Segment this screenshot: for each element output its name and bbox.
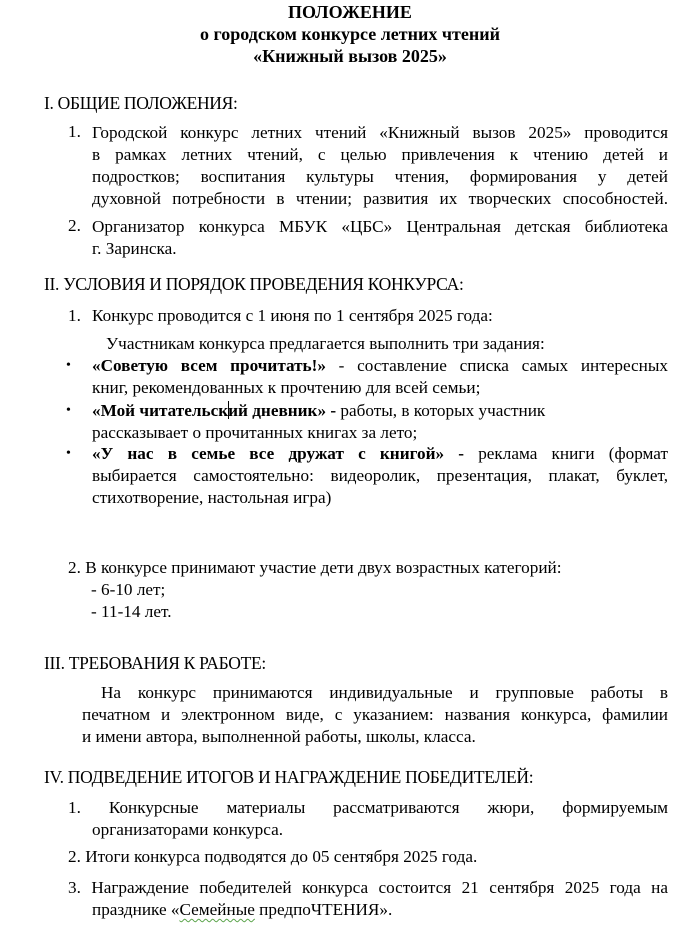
task-2-name-part: ий дневник» - — [228, 401, 337, 420]
task-1-desc: - составление списка самых интересных — [325, 356, 668, 375]
tasks-intro: Участникам конкурса предлагается выполнить три задания: — [106, 334, 545, 353]
section-4-item-2: 2. Итоги конкурса подводятся до 05 сентября 2025 года. — [68, 847, 478, 866]
task-3 — [92, 443, 668, 509]
text-line: подростков; воспитания культуры чтения, формирования у детей — [92, 167, 668, 186]
section-1-item-1 — [92, 122, 668, 210]
text-part: предпоЧТЕНИЯ». — [254, 900, 393, 919]
task-3-desc: реклама книги (формат — [464, 444, 668, 463]
task-1-name: «Советую всем прочитать!» — [92, 356, 326, 375]
text-line: г. Заринска. — [92, 239, 177, 258]
section-1-item-1-number: 1. — [68, 122, 81, 141]
text-line: и имени автора, выполненной работы, школы, класса. — [82, 727, 476, 746]
text-line: стихотворение, настольная игра) — [92, 488, 332, 507]
contest-name: «Книжный вызов 2025» — [253, 46, 447, 66]
task-2-desc: работы, в которых участник — [336, 401, 546, 420]
text-line: Организатор конкурса МБУК «ЦБС» Центральная детская библиотека — [92, 217, 668, 236]
section-4-item-3 — [68, 877, 668, 921]
text-line: печатном и электронном виде, с указанием: названия конкурса, фамилии — [82, 705, 668, 724]
text-line: духовной потребности в чтении; развития их творческих способностей. — [92, 189, 668, 208]
text-line — [68, 899, 668, 921]
task-2 — [92, 400, 668, 444]
section-2-item-2: 2. В конкурсе принимают участие дети двух возрастных категорий: — [68, 558, 562, 577]
bullet-icon: • — [66, 403, 71, 418]
section-3-heading: III. ТРЕБОВАНИЯ К РАБОТЕ: — [44, 653, 266, 673]
section-4-heading: IV. ПОДВЕДЕНИЕ ИТОГОВ И НАГРАЖДЕНИЕ ПОБЕДИТЕЛЕЙ: — [44, 767, 534, 787]
bullet-icon: • — [66, 446, 71, 461]
bullet-icon: • — [66, 358, 71, 373]
text-line: рассказывает о прочитанных книгах за лето; — [92, 423, 418, 442]
text-line: книг, рекомендованных к прочтению для всей семьи; — [92, 378, 481, 397]
section-1-item-2 — [92, 216, 668, 260]
task-1 — [92, 355, 668, 399]
text-line: Городской конкурс летних чтений «Книжный вызов 2025» проводится — [92, 123, 668, 142]
document-subtitle: о городском конкурсе летних чтений — [200, 24, 500, 44]
age-category: - 6-10 лет; — [91, 580, 166, 599]
age-category: - 11-14 лет. — [91, 602, 172, 621]
task-2-name — [92, 401, 336, 420]
text-line: 1. Конкурсные материалы рассматриваются жюри, формируемым — [68, 798, 668, 817]
text-line: в рамках летних чтений, с целью привлечения к чтению детей и — [92, 145, 668, 164]
text-line: 3. Награждение победителей конкурса состоится 21 сентября 2025 года на — [68, 878, 668, 897]
spellcheck-underline: Семейные — [179, 900, 255, 919]
section-3-text — [82, 682, 668, 748]
section-2-heading: II. УСЛОВИЯ И ПОРЯДОК ПРОВЕДЕНИЯ КОНКУРСА: — [44, 274, 464, 294]
text-line: На конкурс принимаются индивидуальные и групповые работы в — [101, 683, 668, 702]
section-1-item-2-number: 2. — [68, 216, 81, 235]
section-4-item-1 — [68, 797, 668, 841]
section-1-heading: I. ОБЩИЕ ПОЛОЖЕНИЯ: — [44, 93, 238, 113]
task-2-name-part: «Мой читательск — [92, 401, 229, 420]
section-2-item-1-number: 1. — [68, 306, 81, 325]
text-line: организаторами конкурса. — [92, 820, 284, 839]
task-3-name: «У нас в семье все дружат с книгой» - — [92, 444, 464, 463]
document-title: ПОЛОЖЕНИЕ — [288, 2, 412, 22]
text-line: выбирается самостоятельно: видеоролик, презентация, плакат, буклет, — [92, 466, 668, 485]
text-part: празднике « — [92, 900, 180, 919]
section-2-item-1: Конкурс проводится с 1 июня по 1 сентября 2025 года: — [92, 306, 493, 325]
